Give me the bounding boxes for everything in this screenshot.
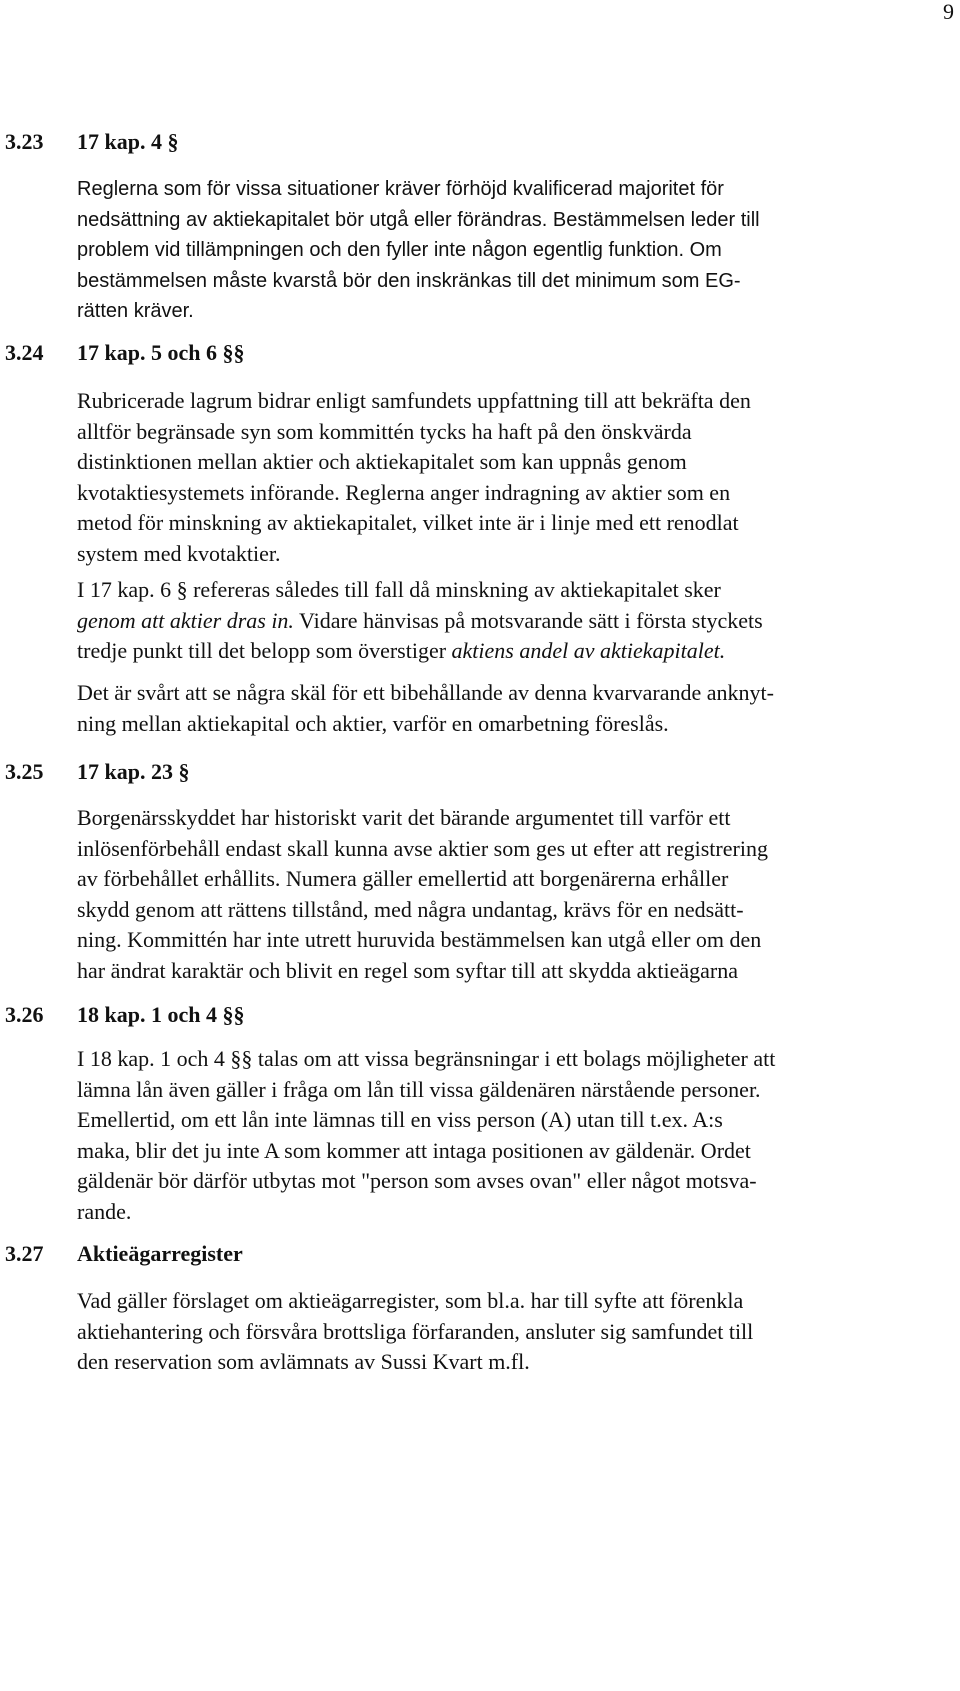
section-heading <box>5 127 905 157</box>
text-line: metod för minskning av aktiekapitalet, vilket inte är i linje med ett renodlat <box>77 510 739 535</box>
text-line: ning mellan aktiekapital och aktier, varför en omarbetning föreslås. <box>77 710 669 736</box>
paragraph <box>77 678 774 739</box>
section-title: 17 kap. 23 § <box>77 759 190 784</box>
text-line: nedsättning av aktiekapitalet bör utgå eller förändras. Bestämmelsen leder till <box>77 208 760 231</box>
text-line: problem vid tillämpningen och den fyller inte någon egentlig funktion. Om <box>77 239 722 261</box>
text-line: lämna lån även gäller i fråga om lån till vissa gäldenären närstående personer. <box>77 1076 761 1102</box>
paragraph <box>77 1044 775 1227</box>
text-line: skydd genom att rättens tillstånd, med några undantag, krävs för en nedsätt- <box>77 896 744 922</box>
text-line: aktiehantering och försvåra brottsliga förfaranden, ansluter sig samfundet till <box>77 1318 754 1344</box>
section-heading <box>5 757 905 787</box>
section-heading <box>5 1000 905 1030</box>
text-line: Det är svårt att se några skäl för ett bibehållande av denna kvarvarande anknyt- <box>77 680 774 705</box>
section-number: 3.27 <box>5 1241 44 1266</box>
text-line: alltför begränsade syn som kommittén tycks ha haft på den önskvärda <box>77 418 692 444</box>
section-number: 3.23 <box>5 129 44 154</box>
paragraph <box>77 803 768 986</box>
text-line: maka, blir det ju inte A som kommer att intaga positionen av gäldenär. Ordet <box>77 1137 751 1163</box>
text-line: Rubricerade lagrum bidrar enligt samfundets uppfattning till att bekräfta den <box>77 388 751 413</box>
text-line: Emellertid, om ett lån inte lämnas till en viss person (A) utan till t.ex. A:s <box>77 1107 723 1132</box>
text-line: Borgenärsskyddet har historiskt varit det bärande argumentet till varför ett <box>77 805 731 830</box>
text-line: I 18 kap. 1 och 4 §§ talas om att vissa begränsningar i ett bolags möjligheter att <box>77 1046 776 1071</box>
section-heading <box>5 1239 905 1269</box>
text-line: rätten kräver. <box>77 300 194 322</box>
text-line: system med kvotaktier. <box>77 540 281 566</box>
text-fragment: tredje punkt till det belopp som överstiger <box>77 638 452 663</box>
text-line: I 17 kap. 6 § refereras således till fall då minskning av aktiekapitalet sker <box>77 577 721 602</box>
text-line: av förbehållet erhållits. Numera gäller emellertid att borgenärerna erhåller <box>77 866 729 891</box>
text-fragment: Vidare hänvisas på motsvarande sätt i första styckets <box>293 607 763 633</box>
text-line: den reservation som avlämnats av Sussi Kvart m.fl. <box>77 1349 530 1374</box>
text-line: kvotaktiesystemets införande. Reglerna anger indragning av aktier som en <box>77 479 731 505</box>
paragraph <box>77 1286 753 1378</box>
text-line <box>77 636 763 667</box>
page-number: 9 <box>943 0 954 24</box>
text-line: gäldenär bör därför utbytas mot "person som avses ovan" eller något motsva- <box>77 1168 757 1193</box>
section-number: 3.25 <box>5 759 44 784</box>
section-title: Aktieägarregister <box>77 1241 243 1266</box>
text-line: har ändrat karaktär och blivit en regel som syftar till att skydda aktieägarna <box>77 957 738 983</box>
text-line: ning. Kommittén har inte utrett huruvida bestämmelsen kan utgå eller om den <box>77 927 762 952</box>
text-line: bestämmelsen måste kvarstå bör den inskränkas till det minimum som EG- <box>77 269 741 292</box>
text-line: distinktionen mellan aktier och aktiekapitalet som kan uppnås genom <box>77 449 687 474</box>
text-line: inlösenförbehåll endast skall kunna avse aktier som ges ut efter att registrering <box>77 835 768 861</box>
italic-text: aktiens andel av aktiekapitalet. <box>451 638 726 663</box>
text-line <box>77 606 763 637</box>
text-line: Vad gäller förslaget om aktieägarregister, som bl.a. har till syfte att förenkla <box>77 1288 744 1313</box>
section-title: 17 kap. 5 och 6 §§ <box>77 340 245 365</box>
paragraph <box>77 386 751 569</box>
paragraph <box>77 174 760 327</box>
section-number: 3.26 <box>5 1002 44 1027</box>
text-line: Reglerna som för vissa situationer kräver förhöjd kvalificerad majoritet för <box>77 178 724 200</box>
section-number: 3.24 <box>5 340 44 365</box>
section-title: 17 kap. 4 § <box>77 129 179 154</box>
section-title: 18 kap. 1 och 4 §§ <box>77 1002 245 1027</box>
paragraph <box>77 575 763 667</box>
text-line: rande. <box>77 1198 132 1224</box>
section-heading <box>5 338 905 368</box>
italic-text: genom att aktier dras in. <box>77 607 294 633</box>
